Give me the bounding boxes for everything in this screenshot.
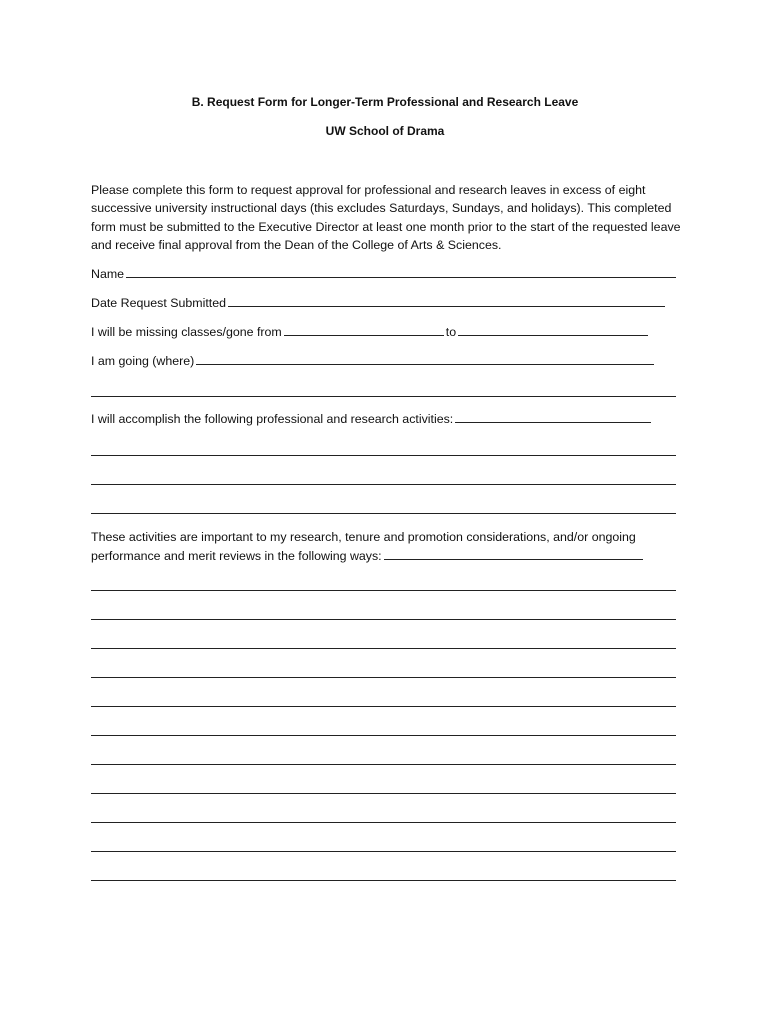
- importance-answer-line[interactable]: [91, 764, 676, 765]
- missing-label: I will be missing classes/gone from: [91, 325, 282, 339]
- form-subtitle: UW School of Drama: [325, 124, 445, 138]
- name-input-line[interactable]: [126, 266, 676, 278]
- importance-answer-line[interactable]: [91, 706, 676, 707]
- form-title: B. Request Form for Longer-Term Professional and Research Leave: [191, 95, 579, 109]
- destination-continuation-line[interactable]: [91, 396, 676, 397]
- missing-to-input-line[interactable]: [458, 324, 648, 336]
- missing-from-input-line[interactable]: [284, 324, 444, 336]
- date-label: Date Request Submitted: [91, 296, 226, 310]
- activities-row: [91, 411, 653, 427]
- activities-answer-line[interactable]: [91, 513, 676, 514]
- importance-question: [91, 528, 691, 565]
- importance-answer-line[interactable]: [91, 793, 676, 794]
- name-label: Name: [91, 267, 125, 281]
- importance-text-line: performance and merit reviews in the following ways:: [91, 548, 382, 563]
- importance-text-line-2: [91, 547, 691, 566]
- intro-paragraph: Please complete this form to request approval for professional and research leaves in excess of eight successive university instructional days (this excludes Saturdays, Sundays, and holidays). This completed form must be submitted to the Executive Director at least one month prior to the start of the requested leave and receive final approval from the Dean of the College of Arts & Sciences.: [91, 183, 681, 252]
- importance-input-line[interactable]: [384, 548, 643, 560]
- date-field-row: [91, 295, 667, 311]
- importance-answer-line[interactable]: [91, 851, 676, 852]
- destination-input-line[interactable]: [196, 353, 654, 365]
- destination-row: [91, 353, 656, 369]
- importance-answer-line[interactable]: [91, 822, 676, 823]
- missing-dates-row: [91, 324, 650, 340]
- importance-answer-line[interactable]: [91, 590, 676, 591]
- activities-answer-line[interactable]: [91, 455, 676, 456]
- date-input-line[interactable]: [228, 295, 665, 307]
- importance-answer-line[interactable]: [91, 880, 676, 881]
- importance-answer-line[interactable]: [91, 648, 676, 649]
- importance-answer-line[interactable]: [91, 677, 676, 678]
- activities-input-line[interactable]: [455, 411, 651, 423]
- importance-answer-line[interactable]: [91, 619, 676, 620]
- destination-label: I am going (where): [91, 354, 195, 368]
- activities-label: I will accomplish the following professional and research activities:: [91, 412, 454, 426]
- to-label: to: [445, 325, 457, 339]
- importance-answer-line[interactable]: [91, 735, 676, 736]
- activities-answer-line[interactable]: [91, 484, 676, 485]
- importance-text-line: These activities are important to my research, tenure and promotion considerations, and/or ongoing: [91, 530, 636, 544]
- name-field-row: [91, 266, 678, 282]
